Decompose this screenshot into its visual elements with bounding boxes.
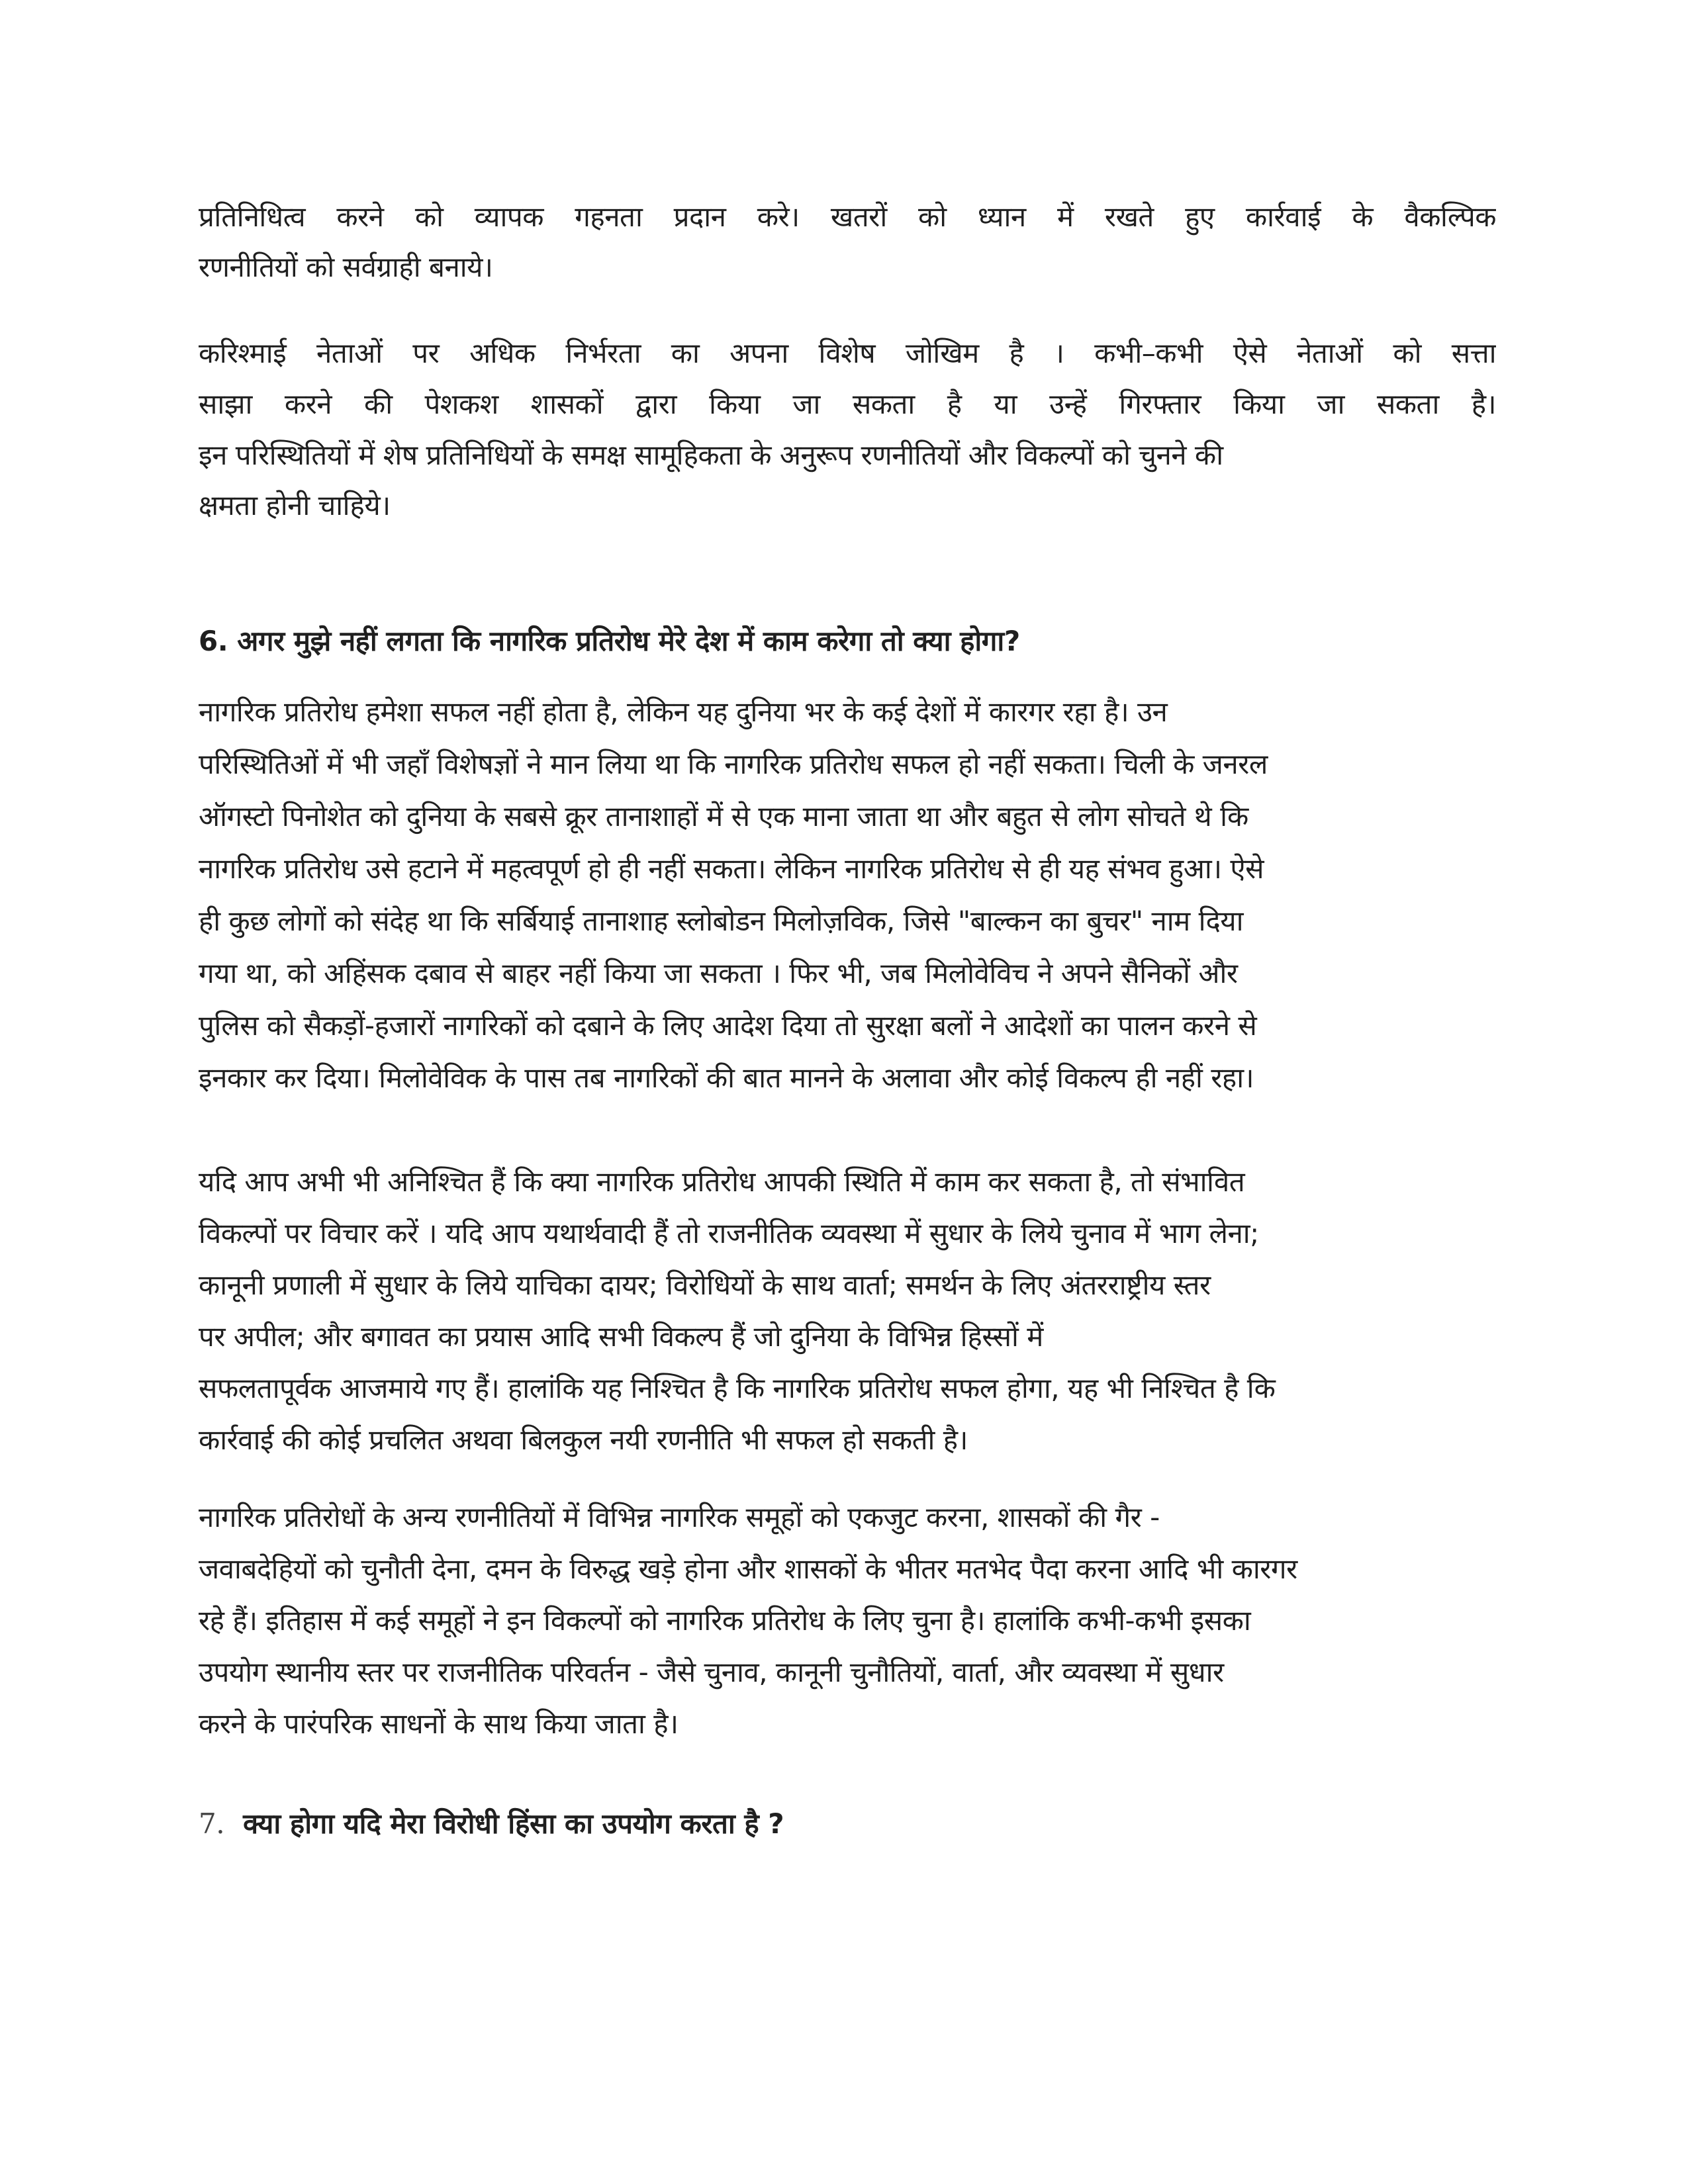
text-line: सफलतापूर्वक आजमाये गए हैं। हालांकि यह निश्चित है कि नागरिक प्रतिरोध सफल होगा, यह भी निश्चित है कि bbox=[199, 1372, 1276, 1404]
section-7-heading bbox=[199, 1804, 1496, 1844]
text-line: नागरिक प्रतिरोधों के अन्य रणनीतियों में विभिन्न नागरिक समूहों को एकजुट करना, शासकों की गैर - bbox=[199, 1501, 1160, 1533]
text-line: रणनीतियों को सर्वग्राही बनाये। bbox=[199, 251, 493, 283]
text-line: ही कुछ लोगों को संदेह था कि सर्बियाई तानाशाह स्लोबोडन मिलोज़विक, जिसे "बाल्कन का बुचर" नाम दिया bbox=[199, 905, 1244, 937]
text-line: करिश्माई नेताओं पर अधिक निर्भरता का अपना विशेष जोखिम है । कभी–कभी ऐसे नेताओं को सत्ता bbox=[199, 337, 1496, 369]
section-6-heading: 6. अगर मुझे नहीं लगता कि नागरिक प्रतिरोध मेरे देश में काम करेगा तो क्या होगा? bbox=[199, 625, 1020, 657]
text-line: नागरिक प्रतिरोध उसे हटाने में महत्वपूर्ण हो ही नहीं सकता। लेकिन नागरिक प्रतिरोध से ही यह संभव हुआ। ऐसे bbox=[199, 852, 1264, 885]
text-line: ऑगस्टो पिनोशेत को दुनिया के सबसे क्रूर तानाशाहों में से एक माना जाता था और बहुत से लोग सोचते थे कि bbox=[199, 800, 1248, 833]
section-7-number: 7. bbox=[199, 1807, 225, 1840]
text-line: पर अपील; और बगावत का प्रयास आदि सभी विकल्प हैं जो दुनिया के विभिन्न हिस्सों में bbox=[199, 1320, 1043, 1353]
text-line: साझा करने की पेशकश शासकों द्वारा किया जा सकता है या उन्हें गिरफ्तार किया जा सकता है। bbox=[199, 388, 1496, 420]
text-line: गया था, को अहिंसक दबाव से बाहर नहीं किया जा सकता । फिर भी, जब मिलोवेविच ने अपने सैनिकों और bbox=[199, 957, 1238, 989]
text-line: यदि आप अभी भी अनिश्चित हैं कि क्या नागरिक प्रतिरोध आपकी स्थिति में काम कर सकता है, तो संभावित bbox=[199, 1165, 1245, 1198]
text-line: पुलिस को सैकड़ों-हजारों नागरिकों को दबाने के लिए आदेश दिया तो सुरक्षा बलों ने आदेशों का पालन करने से bbox=[199, 1009, 1257, 1042]
text-line: क्षमता होनी चाहिये। bbox=[199, 489, 391, 522]
text-line: विकल्पों पर विचार करें । यदि आप यथार्थवादी हैं तो राजनीतिक व्यवस्था में सुधार के लिये चुनाव में भाग लेना; bbox=[199, 1217, 1259, 1250]
text-line: रहे हैं। इतिहास में कई समूहों ने इन विकल्पों को नागरिक प्रतिरोध के लिए चुना है। हालांकि कभी-कभी इसका bbox=[199, 1604, 1251, 1637]
text-line: कानूनी प्रणाली में सुधार के लिये याचिका दायर; विरोधियों के साथ वार्ता; समर्थन के लिए अंतरराष्ट्रीय स्तर bbox=[199, 1269, 1211, 1301]
text-line: परिस्थितिओं में भी जहाँ विशेषज्ञों ने मान लिया था कि नागरिक प्रतिरोध सफल हो नहीं सकता। चिली के जनरल bbox=[199, 748, 1268, 780]
text-line: नागरिक प्रतिरोध हमेशा सफल नहीं होता है, लेकिन यह दुनिया भर के कई देशों में कारगर रहा है। उन bbox=[199, 696, 1168, 728]
text-line: उपयोग स्थानीय स्तर पर राजनीतिक परिवर्तन - जैसे चुनाव, कानूनी चुनौतियों, वार्ता, और व्यवस्था में सुधार bbox=[199, 1656, 1224, 1688]
text-line: जवाबदेहियों को चुनौती देना, दमन के विरुद्ध खड़े होना और शासकों के भीतर मतभेद पैदा करना आदि भी कारगर bbox=[199, 1553, 1297, 1585]
text-line: इनकार कर दिया। मिलोवेविक के पास तब नागरिकों की बात मानने के अलावा और कोई विकल्प ही नहीं रहा। bbox=[199, 1062, 1254, 1094]
section-7-title: क्या होगा यदि मेरा विरोधी हिंसा का उपयोग करता है ? bbox=[243, 1807, 784, 1840]
text-line: कार्रवाई की कोई प्रचलित अथवा बिलकुल नयी रणनीति भी सफल हो सकती है। bbox=[199, 1424, 968, 1456]
text-line: करने के पारंपरिक साधनों के साथ किया जाता है। bbox=[199, 1707, 679, 1740]
text-line: प्रतिनिधित्व करने को व्यापक गहनता प्रदान करे। खतरों को ध्यान में रखते हुए कार्रवाई के वैकल्पिक bbox=[199, 201, 1496, 233]
text-line: इन परिस्थितियों में शेष प्रतिनिधियों के समक्ष सामूहिकता के अनुरूप रणनीतियों और विकल्पों को चुनने की bbox=[199, 439, 1223, 471]
